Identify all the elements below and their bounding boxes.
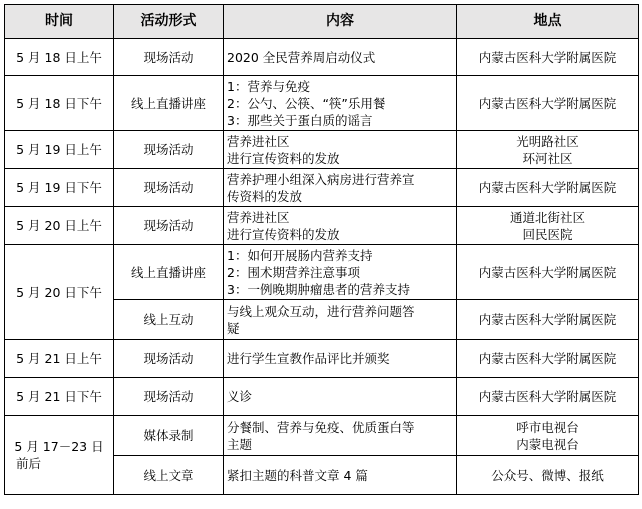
time-cell: 5 月 18 日上午 bbox=[5, 39, 114, 76]
content-line: 义诊 bbox=[227, 389, 253, 404]
table-row bbox=[5, 76, 639, 131]
place-line: 回民医院 bbox=[522, 226, 573, 242]
form-cell: 线上文章 bbox=[114, 456, 224, 495]
table-row bbox=[5, 378, 639, 416]
place-cell bbox=[457, 340, 639, 378]
form-cell: 线上直播讲座 bbox=[114, 245, 224, 300]
content-line: 紧扣主题的科普文章 4 篇 bbox=[227, 467, 368, 483]
time-cell: 5 月 20 日上午 bbox=[5, 207, 114, 245]
form-cell: 现场活动 bbox=[114, 207, 224, 245]
place-cell bbox=[457, 456, 639, 495]
form-cell: 线上互动 bbox=[114, 300, 224, 340]
time-cell: 5 月 21 日下午 bbox=[5, 378, 114, 416]
time-cell: 5 月 19 日上午 bbox=[5, 131, 114, 169]
content-line: 进行宣传资料的发放 bbox=[227, 150, 340, 166]
place-line: 公众号、微博、报纸 bbox=[491, 467, 604, 483]
content-line: 2：公勺、公筷、“筷”乐用餐 bbox=[227, 95, 386, 111]
content-cell bbox=[224, 207, 457, 245]
content-line: 进行宣传资料的发放 bbox=[227, 226, 340, 242]
place-cell bbox=[457, 245, 639, 300]
table-header-row bbox=[5, 5, 639, 39]
content-line: 3：那些关于蛋白质的谣言 bbox=[227, 112, 373, 128]
content-cell bbox=[224, 76, 457, 131]
time-cell: 5 月 21 日上午 bbox=[5, 340, 114, 378]
place-line: 内蒙古医科大学附属医院 bbox=[478, 264, 617, 280]
table-row bbox=[5, 207, 639, 245]
place-cell bbox=[457, 378, 639, 416]
content-cell bbox=[224, 131, 457, 169]
content-cell bbox=[224, 340, 457, 378]
content-cell bbox=[224, 378, 457, 416]
table-row bbox=[5, 245, 639, 300]
content-line: 主题 bbox=[227, 436, 253, 452]
place-line: 内蒙古医科大学附属医院 bbox=[478, 351, 617, 366]
content-line: 2020 全民营养周启动仪式 bbox=[227, 49, 376, 65]
form-cell: 现场活动 bbox=[114, 39, 224, 76]
form-cell: 媒体录制 bbox=[114, 416, 224, 456]
header-content: 内容 bbox=[224, 5, 457, 39]
content-line: 2：围术期营养注意事项 bbox=[227, 264, 360, 280]
time-cell: 5 月 19 日下午 bbox=[5, 169, 114, 207]
content-cell bbox=[224, 456, 457, 495]
content-line: 营养进社区 bbox=[227, 133, 290, 149]
content-cell bbox=[224, 416, 457, 456]
place-cell bbox=[457, 300, 639, 340]
place-line: 内蒙电视台 bbox=[516, 436, 579, 452]
table-row bbox=[5, 340, 639, 378]
activity-schedule-table bbox=[4, 4, 639, 495]
place-cell bbox=[457, 169, 639, 207]
form-cell: 现场活动 bbox=[114, 169, 224, 207]
place-line: 呼市电视台 bbox=[516, 419, 579, 435]
form-cell: 线上直播讲座 bbox=[114, 76, 224, 131]
place-line: 内蒙古医科大学附属医院 bbox=[478, 312, 617, 327]
content-line: 营养护理小组深入病房进行营养宣 bbox=[227, 171, 415, 187]
content-line: 传资料的发放 bbox=[227, 188, 303, 204]
place-line: 光明路社区 bbox=[516, 133, 579, 149]
time-cell: 5 月 18 日下午 bbox=[5, 76, 114, 131]
place-cell bbox=[457, 207, 639, 245]
table-row bbox=[5, 169, 639, 207]
header-place: 地点 bbox=[457, 5, 639, 39]
place-cell bbox=[457, 76, 639, 131]
place-line: 内蒙古医科大学附属医院 bbox=[478, 180, 617, 195]
place-line: 通道北街社区 bbox=[509, 209, 585, 225]
form-cell: 现场活动 bbox=[114, 131, 224, 169]
content-line: 疑 bbox=[227, 320, 240, 336]
content-cell bbox=[224, 39, 457, 76]
time-line: 前后 bbox=[16, 456, 42, 471]
time-cell: 5 月 20 日下午 bbox=[5, 245, 114, 340]
time-line: 5 月 17－23 日 bbox=[14, 439, 104, 454]
form-cell: 现场活动 bbox=[114, 340, 224, 378]
header-time: 时间 bbox=[5, 5, 114, 39]
content-line: 与线上观众互动，进行营养问题答 bbox=[227, 303, 415, 319]
place-line: 环河社区 bbox=[522, 150, 573, 166]
content-line: 1：如何开展肠内营养支持 bbox=[227, 247, 373, 263]
place-cell bbox=[457, 416, 639, 456]
content-line: 营养进社区 bbox=[227, 209, 290, 225]
content-cell bbox=[224, 245, 457, 300]
content-line: 1：营养与免疫 bbox=[227, 78, 310, 94]
content-line: 进行学生宣教作品评比并颁奖 bbox=[227, 351, 390, 366]
content-line: 3：一例晚期肿瘤患者的营养支持 bbox=[227, 281, 410, 297]
place-line: 内蒙古医科大学附属医院 bbox=[478, 49, 617, 65]
place-line: 内蒙古医科大学附属医院 bbox=[478, 389, 617, 404]
content-line: 分餐制、营养与免疫、优质蛋白等 bbox=[227, 419, 415, 435]
table-row bbox=[5, 416, 639, 456]
content-cell bbox=[224, 169, 457, 207]
header-form: 活动形式 bbox=[114, 5, 224, 39]
table-row bbox=[5, 131, 639, 169]
time-cell bbox=[5, 416, 114, 495]
table-row bbox=[5, 39, 639, 76]
place-cell bbox=[457, 39, 639, 76]
place-cell bbox=[457, 131, 639, 169]
place-line: 内蒙古医科大学附属医院 bbox=[478, 95, 617, 111]
content-cell bbox=[224, 300, 457, 340]
form-cell: 现场活动 bbox=[114, 378, 224, 416]
